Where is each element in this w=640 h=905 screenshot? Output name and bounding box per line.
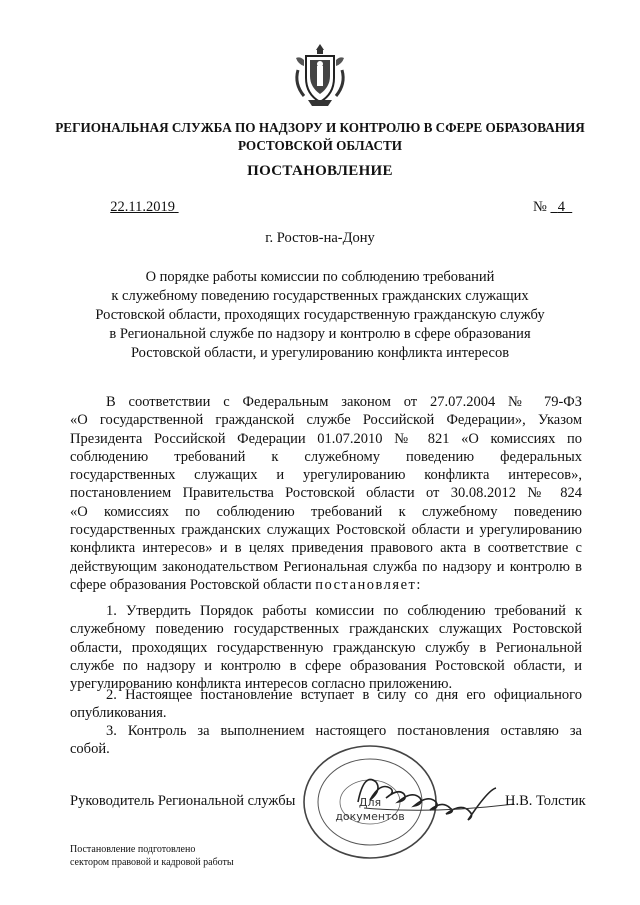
document-date-value: 22.11.2019: [110, 199, 175, 215]
preamble-line: соблюдению требований к служебному поведению федеральных: [70, 448, 582, 465]
prepared-by-note: [70, 843, 234, 869]
subject-line: Ростовской области, и урегулированию конфликта интересов: [130, 345, 510, 361]
item-2-line: опубликования.: [70, 705, 167, 722]
handwritten-signature: [352, 768, 524, 822]
preamble-line: постановлением Правительства Ростовской области от 30.08.2012 № 824: [70, 485, 582, 502]
document-city: г. Ростов-на-Дону: [265, 230, 375, 246]
item-1-line: урегулированию конфликта интересов согласно приложению.: [70, 676, 453, 693]
subject-line: Ростовской области, проходящих государственную гражданскую службу: [95, 307, 545, 323]
preamble-line: [70, 576, 582, 594]
document-date: [103, 199, 179, 216]
preamble-line: «О комиссиях по соблюдению требований к служебному поведению: [70, 503, 582, 520]
preamble-verb: постановляет:: [315, 576, 422, 593]
coat-of-arms-icon: [290, 42, 350, 108]
document-subject: [60, 268, 580, 363]
organization-name-line2: РОСТОВСКОЙ ОБЛАСТИ: [237, 138, 403, 153]
preamble-line: «О государственной гражданской службе Российской Федерации», Указом: [70, 412, 582, 429]
document-type: ПОСТАНОВЛЕНИЕ: [247, 163, 393, 179]
prepared-by-line2: сектором правовой и кадровой работы: [70, 857, 234, 868]
organization-name-line1: РЕГИОНАЛЬНАЯ СЛУЖБА ПО НАДЗОРУ И КОНТРОЛЮ В СФЕРЕ ОБРАЗОВАНИЯ: [55, 120, 585, 135]
preamble-line: государственных служащих и урегулированию конфликта интересов»,: [70, 467, 582, 484]
preamble-line: действующим законодательством Региональная служба по надзору и контролю в: [70, 558, 582, 575]
item-3-line: собой.: [70, 741, 110, 758]
prepared-by-line1: Постановление подготовлено: [70, 844, 196, 855]
preamble-final-text: сфере образования Ростовской области: [70, 576, 312, 593]
subject-line: О порядке работы комиссии по соблюдению требований: [145, 269, 495, 285]
preamble-line: государственных гражданских служащих Ростовской области и урегулированию: [70, 522, 582, 539]
item-1-line: 1. Утвердить Порядок работы комиссии по соблюдению требований к: [106, 603, 582, 619]
signature-name: Н.В. Толстик: [505, 793, 586, 809]
item-2-paragraph: [70, 686, 582, 723]
stamp-text-line1: Для: [358, 796, 382, 809]
preamble-line: В соответствии с Федеральным законом от 27.07.2004 № 79-ФЗ: [106, 394, 582, 410]
preamble-line: конфликта интересов» и в целях приведения правового акта в соответствие с: [70, 540, 582, 557]
document-number: [533, 199, 572, 216]
document-number-value: 4: [557, 199, 565, 215]
item-2-line: 2. Настоящее постановление вступает в силу со дня его официального: [106, 687, 582, 703]
subject-line: в Региональной службе по надзору и контролю в сфере образования: [109, 326, 531, 342]
preamble-line: Президента Российской Федерации 01.07.2010 № 821 «О комиссиях по: [70, 430, 582, 447]
organization-name: [40, 119, 600, 155]
document-number-label: №: [533, 199, 547, 215]
item-1-line: области, проходящих государственную гражданскую службу в Региональной: [70, 639, 582, 656]
subject-line: к служебному поведению государственных гражданских служащих: [111, 288, 529, 304]
item-1-line: службе по надзору и контролю в сфере образования Ростовской области, и: [70, 657, 582, 674]
stamp-text-line2: документов: [335, 810, 405, 823]
item-3-line: 3. Контроль за выполнением настоящего постановления оставляю за: [106, 723, 582, 739]
preamble-paragraph: [70, 393, 582, 594]
signature-position: Руководитель Региональной службы: [70, 793, 296, 809]
item-1-paragraph: [70, 602, 582, 693]
item-1-line: служебному поведению государственных гражданских служащих Ростовской: [70, 621, 582, 638]
